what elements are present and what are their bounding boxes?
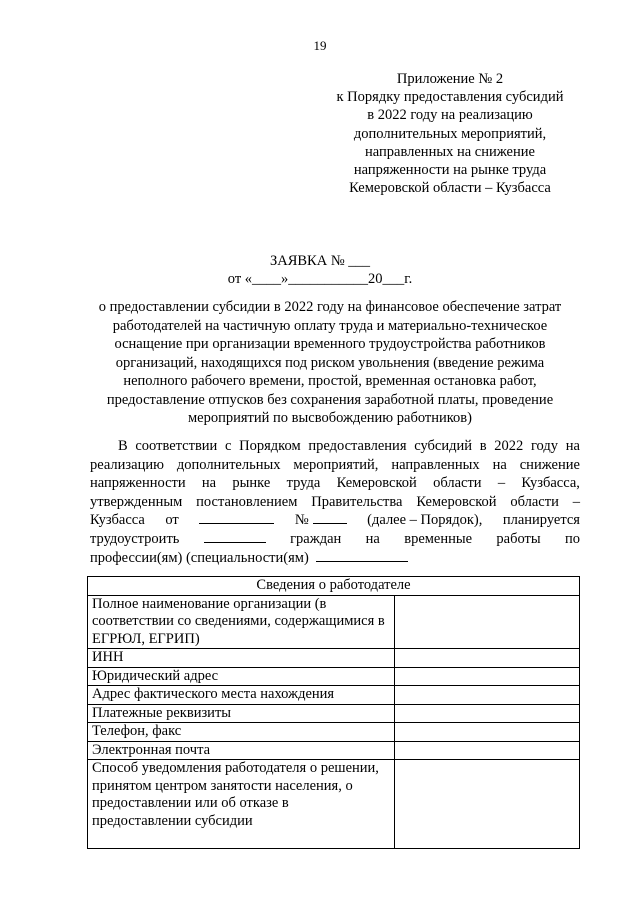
- appendix-line: Кемеровской области – Кузбасса: [349, 180, 551, 197]
- number-blank: [313, 511, 347, 524]
- value-cell: [395, 667, 580, 686]
- value-cell: [395, 686, 580, 705]
- table-row: [88, 723, 580, 742]
- table-row: [88, 667, 580, 686]
- table-row: [88, 741, 580, 760]
- subject-line: о предоставлении субсидии в 2022 году на финансовое обеспечение затрат: [98, 299, 562, 315]
- subject-line: работодателей на частичную оплату труда и материально-техническое: [112, 317, 548, 334]
- value-cell: [395, 760, 580, 849]
- value-cell: [395, 741, 580, 760]
- appendix-header: [325, 70, 575, 197]
- count-blank: [204, 530, 266, 543]
- row-label: Телефон, факс: [88, 723, 395, 742]
- subject-line: организаций, находящихся под риском увольнения (введение режима: [115, 354, 545, 371]
- appendix-line: направленных на снижение: [365, 143, 535, 160]
- table-row: [88, 649, 580, 668]
- table-row: [88, 686, 580, 705]
- application-date-line: от «____»___________20___г.: [227, 271, 413, 287]
- row-label: Полное наименование организации (в соответствии со сведениями, содержащимися в ЕГРЮЛ, ЕГРИП): [88, 595, 395, 649]
- appendix-line: Приложение № 2: [396, 71, 504, 87]
- body-line-7: профессии(ям) (специальности(ям): [90, 549, 580, 568]
- table-header: Сведения о работодателе: [88, 577, 580, 596]
- appendix-line: напряженности на рынке труда: [353, 162, 547, 179]
- body-paragraph: [90, 437, 580, 567]
- employer-info-table: [87, 576, 580, 849]
- value-cell: [395, 649, 580, 668]
- table-row: [88, 704, 580, 723]
- appendix-line: дополнительных мероприятий,: [353, 125, 547, 142]
- application-heading: ЗАЯВКА № ___: [269, 253, 371, 269]
- subject-line: неполного рабочего времени, простой, временная остановка работ,: [123, 373, 537, 389]
- profession-blank: [316, 549, 408, 562]
- row-label: Юридический адрес: [88, 667, 395, 686]
- subject-line: оснащение при организации временного трудоустройства работников: [114, 336, 546, 352]
- body-line-3: напряженности на рынке труда Кемеровской области – Кузбасса,: [90, 475, 580, 492]
- row-label: Платежные реквизиты: [88, 704, 395, 723]
- table-row: [88, 760, 580, 849]
- body-line-2: реализацию дополнительных мероприятий, направленных на снижение: [90, 456, 580, 473]
- body-line-5: Кузбасса от № (далее – Порядок), планируется: [90, 512, 580, 529]
- row-label: Адрес фактического места нахождения: [88, 686, 395, 705]
- page-number: 19: [313, 38, 327, 53]
- row-label: Способ уведомления работодателя о решении, принятом центром занятости населения, о предоставлении или об отказе в предоставлении субсидии: [88, 760, 395, 849]
- date-blank: [199, 511, 274, 524]
- application-title: [0, 252, 640, 288]
- application-subject: [70, 298, 590, 428]
- row-label: ИНН: [88, 649, 395, 668]
- body-line-1: В соответствии с Порядком предоставления субсидий в 2022 году на: [118, 438, 580, 454]
- subject-line: предоставление отпусков без сохранения заработной платы, проведение: [106, 391, 554, 408]
- subject-line: мероприятий по высвобождению работников): [188, 410, 472, 426]
- value-cell: [395, 723, 580, 742]
- value-cell: [395, 595, 580, 649]
- body-line-6: трудоустроить граждан на временные работы по: [90, 530, 580, 547]
- row-label: Электронная почта: [88, 741, 395, 760]
- appendix-line: к Порядку предоставления субсидий: [336, 89, 564, 106]
- table-row: [88, 595, 580, 649]
- body-line-4: утвержденным постановлением Правительства Кемеровской области –: [90, 493, 580, 510]
- appendix-line: в 2022 году на реализацию: [367, 107, 533, 124]
- value-cell: [395, 704, 580, 723]
